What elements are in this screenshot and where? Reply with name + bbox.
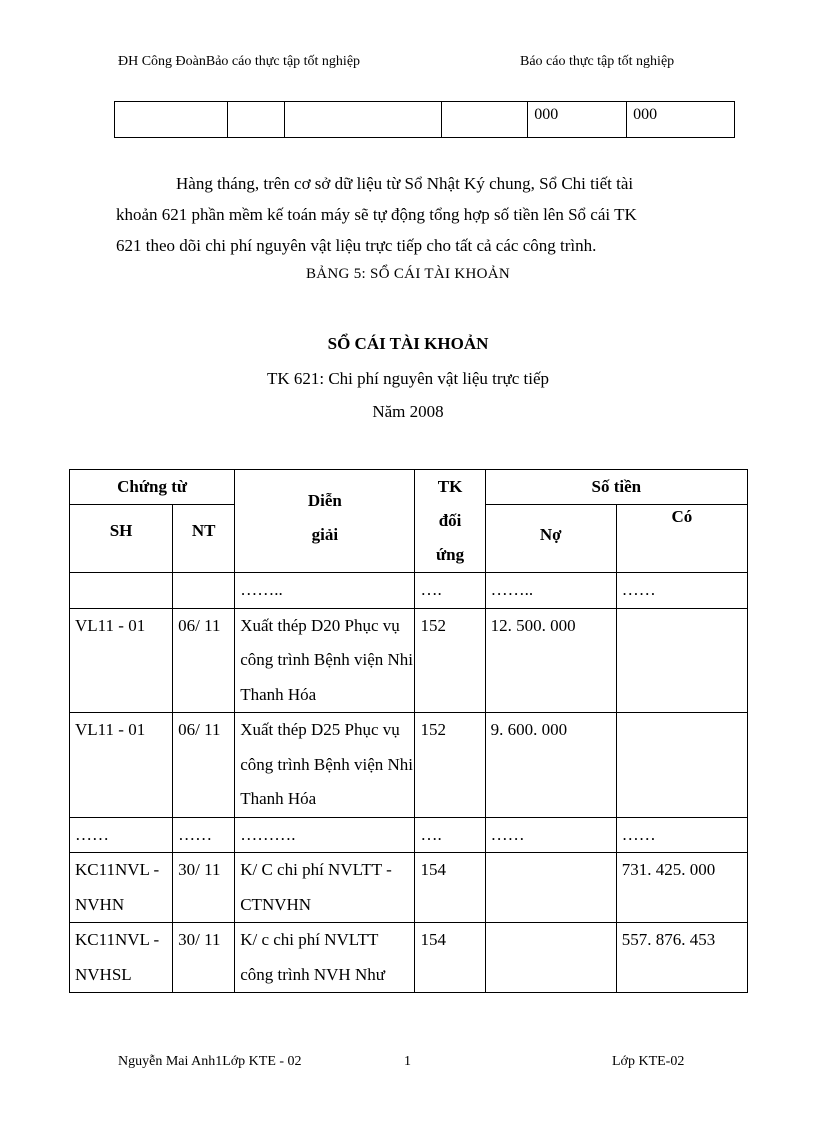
- cell-dien-giai: Xuất thép D25 Phục vụ công trình Bệnh viện Nhi Thanh Hóa: [235, 713, 415, 818]
- cell-nt: ……: [173, 817, 235, 853]
- header-sh: SH: [70, 505, 173, 573]
- cell-co: ……: [616, 817, 747, 853]
- cell-co: 731. 425. 000: [616, 853, 747, 923]
- cell-nt: 06/ 11: [173, 713, 235, 818]
- cell-tk: 152: [415, 608, 485, 713]
- ledger-year: Năm 2008: [372, 402, 444, 421]
- table-caption: BẢNG 5: SỔ CÁI TÀI KHOẢN: [305, 266, 510, 282]
- header-left-text: ĐH Công ĐoànBảo cáo thực tập tốt nghiệp: [118, 54, 361, 69]
- cell-dien-giai: ……….: [235, 817, 415, 853]
- header-dien-giai-line1: Diễn: [307, 491, 342, 510]
- cell-sh: KC11NVL - NVHSL: [70, 923, 173, 993]
- paragraph-line-3: 621 theo dõi chi phí nguyên vật liệu trực tiếp cho tất cả các công trình.: [116, 236, 597, 255]
- header-tk-line2: đối: [438, 511, 462, 530]
- paragraph-line-2: khoản 621 phần mềm kế toán máy sẽ tự động tổng hợp số tiền lên Sổ cái TK: [116, 205, 637, 224]
- header-tk-line3: ứng: [435, 545, 465, 564]
- footer-left-text: Nguyễn Mai Anh1Lớp KTE - 02: [118, 1054, 302, 1069]
- cell-co: [616, 713, 747, 818]
- table-row: [70, 573, 748, 609]
- table-cell: [442, 102, 528, 138]
- table-row: [70, 608, 748, 713]
- header-row: [70, 470, 748, 505]
- cell-nt: 30/ 11: [173, 923, 235, 993]
- cell-co: 557. 876. 453: [616, 923, 747, 993]
- cell-tk: ….: [415, 817, 485, 853]
- cell-no: 9. 600. 000: [485, 713, 616, 818]
- header-chung-tu: Chứng từ: [70, 470, 235, 505]
- footer-right-text: Lớp KTE-02: [612, 1054, 685, 1069]
- cell-nt: 30/ 11: [173, 853, 235, 923]
- cell-sh: [70, 573, 173, 609]
- paragraph-line-1: Hàng tháng, trên cơ sở dữ liệu từ Sổ Nhật Ký chung, Sổ Chi tiết tài: [176, 174, 634, 193]
- header-dien-giai: [235, 470, 415, 573]
- cell-nt: [173, 573, 235, 609]
- cell-dien-giai: K/ C chi phí NVLTT - CTNVHN: [235, 853, 415, 923]
- cell-no: ……..: [485, 573, 616, 609]
- page-number: 1: [404, 1054, 411, 1069]
- table-row: [70, 817, 748, 853]
- cell-sh: VL11 - 01: [70, 608, 173, 713]
- continued-table-fragment: [114, 101, 735, 138]
- header-nt: NT: [173, 505, 235, 573]
- cell-co: [616, 608, 747, 713]
- cell-dien-giai: Xuất thép D20 Phục vụ công trình Bệnh viện Nhi Thanh Hóa: [235, 608, 415, 713]
- table-row: [70, 713, 748, 818]
- header-tk-line1: TK: [437, 477, 463, 496]
- table-cell: [227, 102, 284, 138]
- cell-no: [485, 853, 616, 923]
- header-tk-doi-ung: [415, 470, 485, 573]
- cell-sh: KC11NVL - NVHN: [70, 853, 173, 923]
- cell-no: [485, 923, 616, 993]
- ledger-title: SỔ CÁI TÀI KHOẢN: [327, 334, 489, 353]
- header-co: Có: [616, 505, 747, 573]
- cell-tk: 154: [415, 923, 485, 993]
- table-cell: 000: [528, 102, 627, 138]
- cell-sh: VL11 - 01: [70, 713, 173, 818]
- table-cell: 000: [627, 102, 735, 138]
- header-dien-giai-line2: giải: [311, 525, 339, 544]
- cell-dien-giai: K/ c chi phí NVLTT công trình NVH Như: [235, 923, 415, 993]
- cell-tk: ….: [415, 573, 485, 609]
- cell-nt: 06/ 11: [173, 608, 235, 713]
- cell-tk: 152: [415, 713, 485, 818]
- ledger-table: [69, 469, 748, 993]
- cell-co: ……: [616, 573, 747, 609]
- header-right-text: Báo cáo thực tập tốt nghiệp: [520, 54, 675, 69]
- cell-sh: ……: [70, 817, 173, 853]
- table-cell: [284, 102, 442, 138]
- cell-tk: 154: [415, 853, 485, 923]
- table-cell: [115, 102, 228, 138]
- table-row: [70, 853, 748, 923]
- ledger-subtitle: TK 621: Chi phí nguyên vật liệu trực tiếp: [266, 369, 550, 388]
- table-row: [115, 102, 735, 138]
- table-row: [70, 923, 748, 993]
- cell-dien-giai: ……..: [235, 573, 415, 609]
- header-so-tien: Số tiền: [485, 470, 747, 505]
- cell-no: ……: [485, 817, 616, 853]
- header-no: Nợ: [485, 505, 616, 573]
- cell-no: 12. 500. 000: [485, 608, 616, 713]
